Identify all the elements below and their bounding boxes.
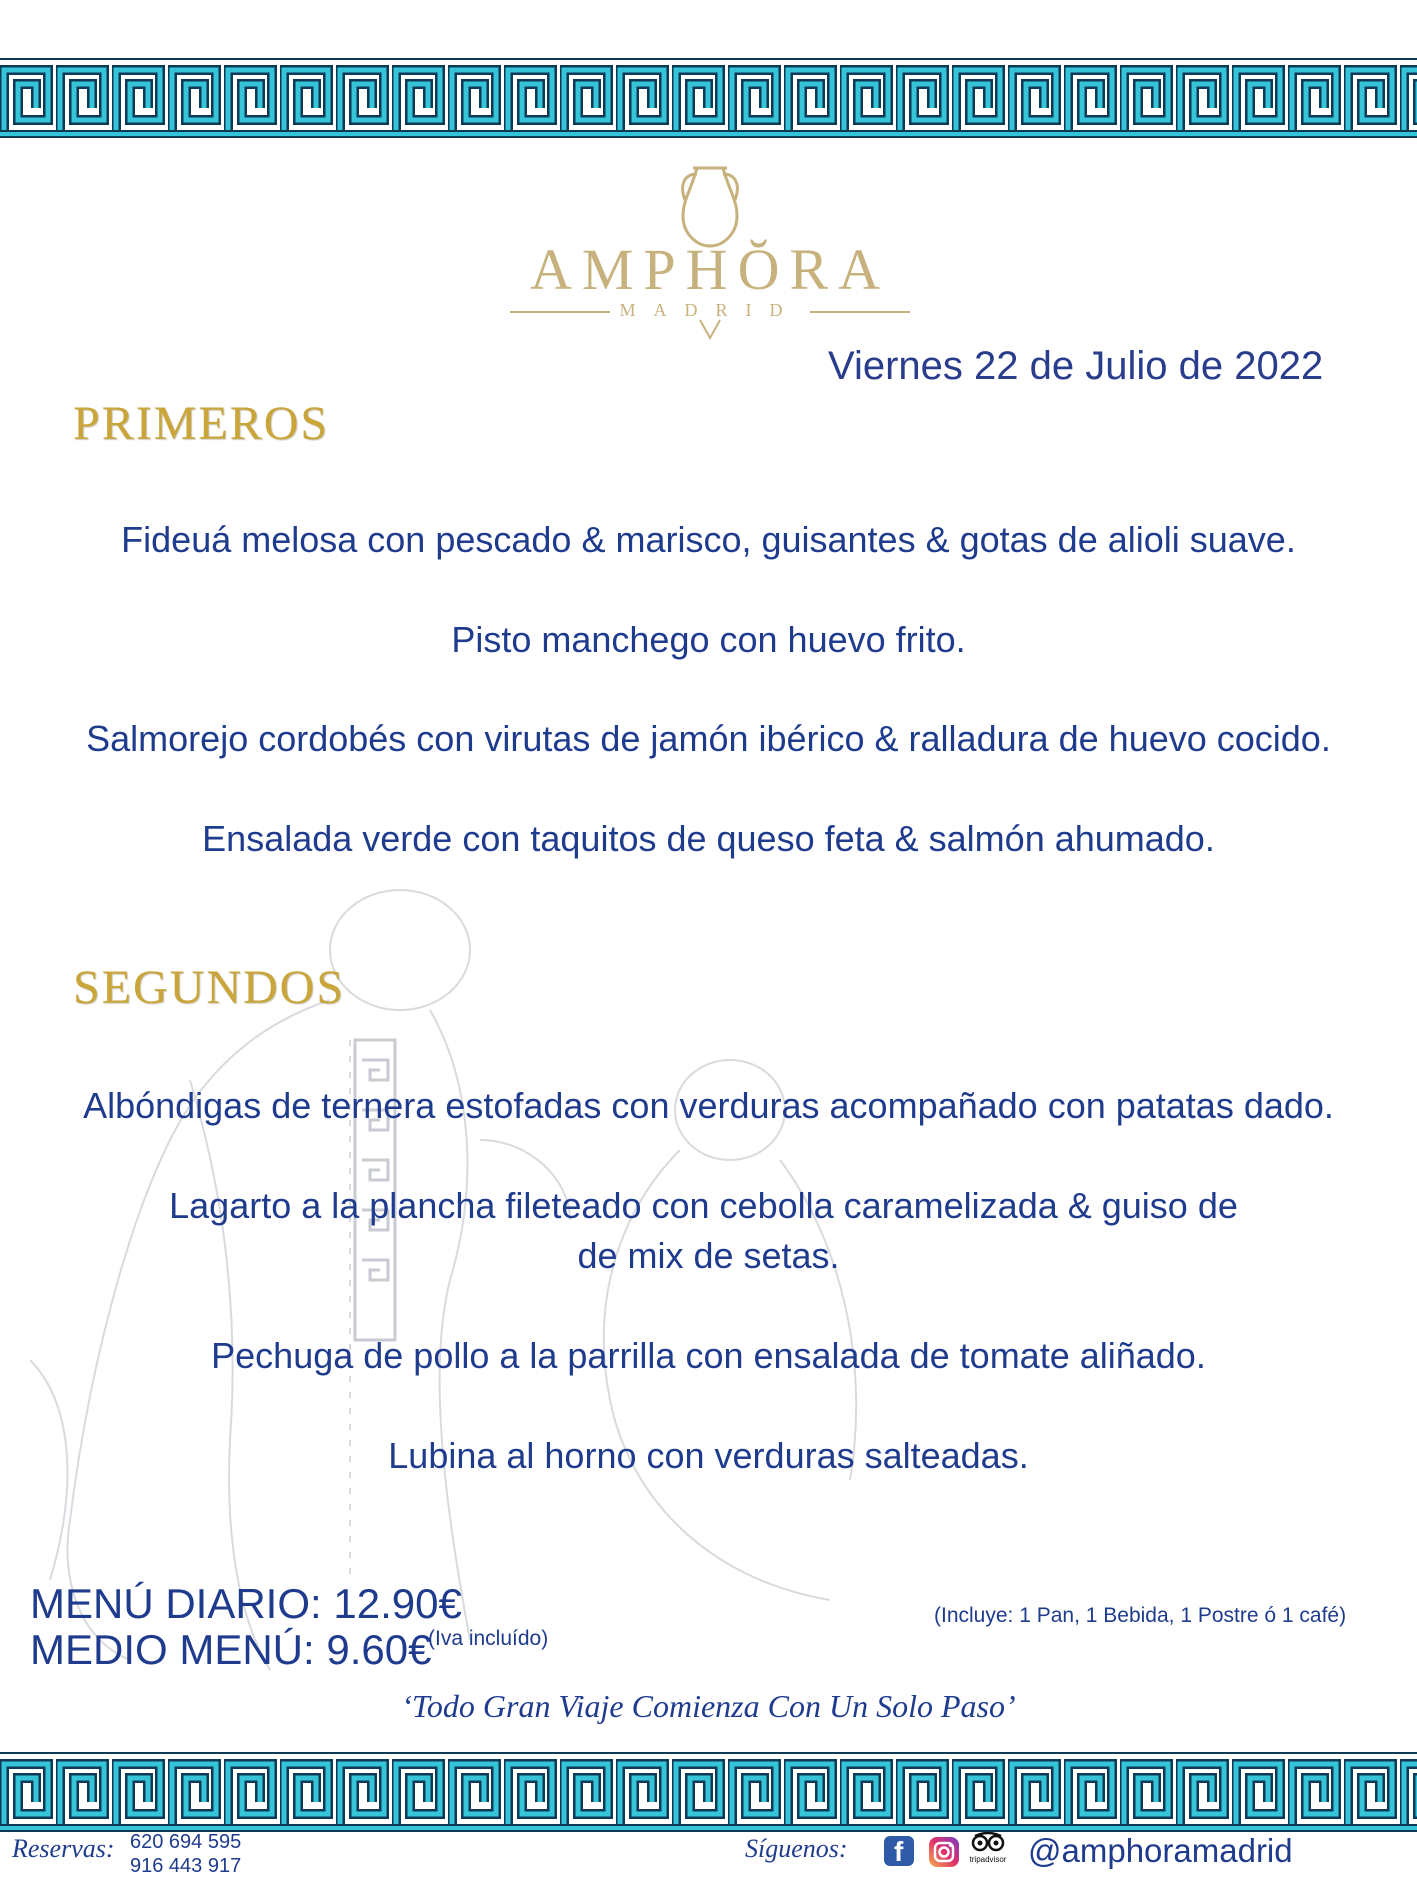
medio-menu-price: MEDIO MENÚ: 9.60€ (30, 1626, 432, 1673)
phone-list (130, 1830, 241, 1878)
bottom-greek-border (0, 1744, 1417, 1840)
phone-2[interactable]: 916 443 917 (130, 1855, 242, 1877)
dish-primero-3: Salmorejo cordobés con virutas de jamón ibérico & ralladura de huevo cocido. (86, 718, 1331, 759)
includes-note: (Incluye: 1 Pan, 1 Bebida, 1 Postre ó 1 café) (934, 1604, 1347, 1627)
social-handle[interactable]: @amphoramadrid (1028, 1832, 1293, 1869)
menu-date: Viernes 22 de Julio de 2022 (828, 344, 1324, 388)
dish-segundo-2: Lagarto a la plancha fileteado con cebolla caramelizada & guiso de (169, 1185, 1238, 1226)
iva-note: (Iva incluído) (428, 1627, 549, 1650)
facebook-glyph: f (894, 1836, 904, 1867)
top-greek-border (0, 50, 1417, 146)
brand-sub: MADRID (619, 300, 801, 320)
tripadvisor-label: tripadvisor (969, 1855, 1007, 1864)
dish-primero-2: Pisto manchego con huevo frito. (451, 619, 966, 660)
dish-segundo-1: Albóndigas de ternera estofadas con verduras acompañado con patatas dado. (83, 1085, 1334, 1126)
dish-segundo-4: Lubina al horno con verduras salteadas. (388, 1435, 1029, 1476)
section-title-primeros: PRIMEROS (73, 397, 330, 450)
dish-segundo-2-cont: de mix de setas. (577, 1235, 840, 1276)
motto-quote: ‘Todo Gran Viaje Comienza Con Un Solo Paso’ (401, 1688, 1016, 1724)
dish-primero-1: Fideuá melosa con pescado & marisco, guisantes & gotas de alioli suave. (121, 519, 1296, 560)
dish-primero-4: Ensalada verde con taquitos de queso feta & salmón ahumado. (202, 818, 1215, 859)
instagram-icon[interactable] (928, 1836, 960, 1873)
amphora-logo (505, 160, 915, 340)
siguenos-label: Síguenos: (745, 1834, 848, 1863)
facebook-icon[interactable] (884, 1836, 914, 1871)
brand-name: AMPHŎRA (529, 237, 891, 302)
tripadvisor-icon[interactable] (968, 1832, 1008, 1864)
menu-diario-price: MENÚ DIARIO: 12.90€ (30, 1580, 462, 1627)
reservas-label: Reservas: (12, 1834, 115, 1863)
dish-segundo-3: Pechuga de pollo a la parrilla con ensalada de tomate aliñado. (211, 1335, 1206, 1376)
section-title-segundos: SEGUNDOS (73, 961, 346, 1014)
phone-1[interactable]: 620 694 595 (130, 1831, 242, 1853)
